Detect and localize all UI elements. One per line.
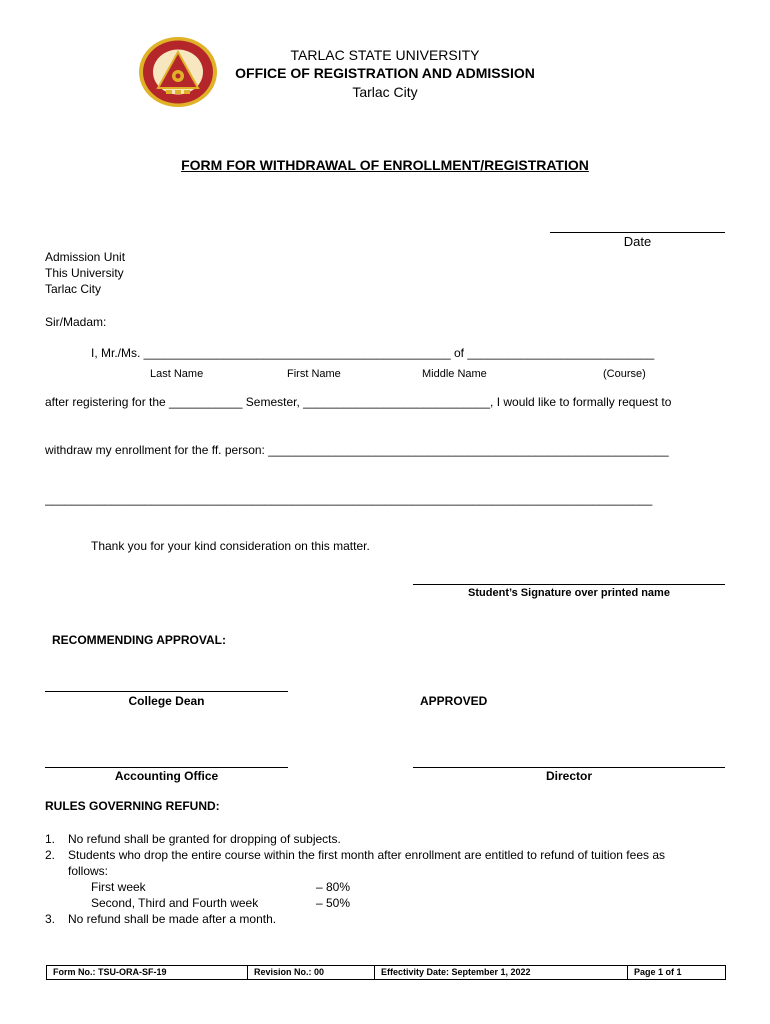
form-title: FORM FOR WITHDRAWAL OF ENROLLMENT/REGISTRATION xyxy=(181,157,589,173)
refund-first-week-label: First week xyxy=(91,880,146,894)
page-number: Page 1 of 1 xyxy=(634,967,682,977)
addressee-line-1: Admission Unit xyxy=(45,250,126,264)
additional-blank-line[interactable]: ___________________________________________________________________________________________ xyxy=(45,492,653,506)
refund-later-weeks-percent: – 50% xyxy=(316,896,351,910)
refund-first-week-percent: – 80% xyxy=(316,880,351,894)
last-name-caption: Last Name xyxy=(150,368,204,380)
student-signature-line[interactable] xyxy=(413,584,725,585)
date-label: Date xyxy=(623,234,652,249)
semester-field[interactable]: after registering for the ___________ Semester, ____________________________, I would like to formally request to xyxy=(45,395,672,409)
rule-1-number: 1. xyxy=(45,832,56,846)
student-signature-label: Student’s Signature over printed name xyxy=(468,587,670,599)
college-dean-label: College Dean xyxy=(128,694,205,708)
rule-2-text: Students who drop the entire course within the first month after enrollment are entitled to refund of tuition fees as xyxy=(68,848,665,862)
university-name: TARLAC STATE UNIVERSITY xyxy=(290,47,480,63)
approved-heading: APPROVED xyxy=(420,694,488,708)
director-signature-line[interactable] xyxy=(413,767,725,768)
recommending-approval-heading: RECOMMENDING APPROVAL: xyxy=(52,633,226,647)
director-label: Director xyxy=(545,769,592,783)
name-course-field[interactable]: I, Mr./Ms. ______________________________________________ of ____________________________ xyxy=(91,346,655,360)
rule-2-text-continued: follows: xyxy=(68,864,109,878)
accounting-office-label: Accounting Office xyxy=(114,769,219,783)
rules-heading: RULES GOVERNING REFUND: xyxy=(45,799,220,813)
rule-1-text: No refund shall be granted for dropping of subjects. xyxy=(68,832,341,846)
rule-3-number: 3. xyxy=(45,912,56,926)
middle-name-caption: Middle Name xyxy=(422,368,487,380)
city-name: Tarlac City xyxy=(352,84,418,100)
office-name: OFFICE OF REGISTRATION AND ADMISSION xyxy=(235,65,535,81)
accounting-signature-line[interactable] xyxy=(45,767,288,768)
date-line[interactable] xyxy=(550,232,725,233)
addressee-line-3: Tarlac City xyxy=(45,282,102,296)
refund-later-weeks-label: Second, Third and Fourth week xyxy=(91,896,259,910)
effectivity-date: Effectivity Date: September 1, 2022 xyxy=(375,966,628,979)
revision-number: Revision No.: 00 xyxy=(248,966,375,979)
rule-2-number: 2. xyxy=(45,848,56,862)
document-footer xyxy=(46,965,726,980)
college-dean-signature-line[interactable] xyxy=(45,691,288,692)
addressee-line-2: This University xyxy=(45,266,124,280)
thanks-text: Thank you for your kind consideration on this matter. xyxy=(91,539,370,553)
rule-3-text: No refund shall be made after a month. xyxy=(68,912,277,926)
withdraw-person-field[interactable]: withdraw my enrollment for the ff. person: ____________________________________________________________ xyxy=(45,443,669,457)
first-name-caption: First Name xyxy=(287,368,341,380)
form-number: Form No.: TSU-ORA-SF-19 xyxy=(47,966,248,979)
course-caption: (Course) xyxy=(603,368,646,380)
salutation: Sir/Madam: xyxy=(45,315,107,329)
